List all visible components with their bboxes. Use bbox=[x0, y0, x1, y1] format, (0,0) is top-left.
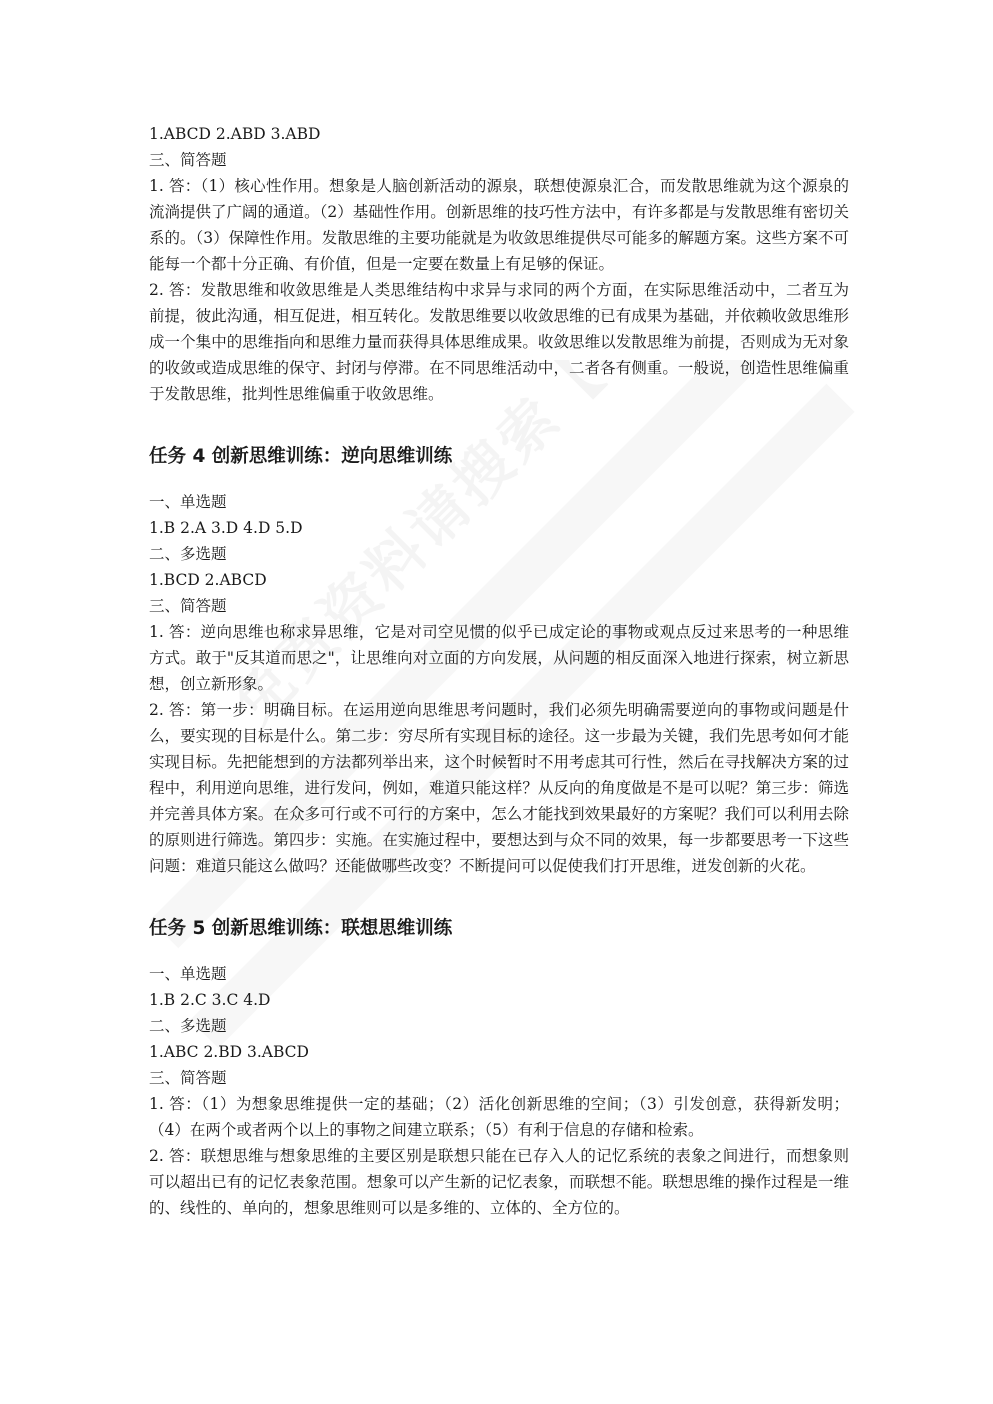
task5-multi-answers: 1.ABC 2.BD 3.ABCD bbox=[149, 1043, 309, 1061]
task5-short-answer-2: 2. 答：联想思维与想象思维的主要区别是联想只能在已存入人的记忆系统的表象之间进行，而想象则可以超出已有的记忆表象范围。想象可以产生新的记忆表象，而联想不能。联想思维的操作过程是一维的、线性的、单向的，想象思维则可以是多维的、立体的、全方位的。 bbox=[149, 1147, 849, 1217]
task4-short-label: 三、简答题 bbox=[149, 597, 227, 615]
task5-single-answers: 1.B 2.C 3.C 4.D bbox=[149, 991, 271, 1009]
multi-choice-answers: 1.ABCD 2.ABD 3.ABD bbox=[149, 125, 321, 143]
task5-title: 任务 5 创新思维训练：联想思维训练 bbox=[149, 918, 453, 939]
short-answer-1: 1. 答：（1）核心性作用。想象是人脑创新活动的源泉，联想使源泉汇合，而发散思维就为这个源泉的流淌提供了广阔的通道。（2）基础性作用。创新思维的技巧性方法中，有许多都是与发散思维有密切关系的。（3）保障性作用。发散思维的主要功能就是为收敛思维提供尽可能多的解题方案。这些方案不可能每一个都十分正确、有价值，但是一定要在数量上有足够的保证。 bbox=[149, 177, 849, 273]
task5-short-answer-1: 1. 答：（1）为想象思维提供一定的基础；（2）活化创新思维的空间；（3）引发创意，获得新发明；（4）在两个或者两个以上的事物之间建立联系；（5）有利于信息的存储和检索。 bbox=[149, 1095, 849, 1139]
task5-single-label: 一、单选题 bbox=[149, 965, 227, 983]
task4-short-answer-2: 2. 答：第一步：明确目标。在运用逆向思维思考问题时，我们必须先明确需要逆向的事物或问题是什么，要实现的目标是什么。第二步：穷尽所有实现目标的途径。这一步最为关键，我们先思考如何才能实现目标。先把能想到的方法都列举出来，这个时候暂时不用考虑其可行性，然后在寻找解决方案的过程中，利用逆向思维，进行发问，例如，难道只能这样？从反向的角度做是不是可以呢？第三步：筛选并完善具体方案。在众多可行或不可行的方案中，怎么才能找到效果最好的方案呢？我们可以利用去除的原则进行筛选。第四步：实施。在实施过程中，要想达到与众不同的效果，每一步都要思考一下这些问题：难道只能这么做吗？还能做哪些改变？不断提问可以促使我们打开思维，迸发创新的火花。 bbox=[149, 701, 849, 875]
task4-short-answer-1: 1. 答：逆向思维也称求异思维，它是对司空见惯的似乎已成定论的事物或观点反过来思考的一种思维方式。敢于"反其道而思之"，让思维向对立面的方向发展，从问题的相反面深入地进行探索，树立新思想，创立新形象。 bbox=[149, 623, 849, 693]
task4-title: 任务 4 创新思维训练：逆向思维训练 bbox=[149, 446, 453, 467]
short-answer-label: 三、简答题 bbox=[149, 151, 227, 169]
task4-single-label: 一、单选题 bbox=[149, 493, 227, 511]
task4-multi-label: 二、多选题 bbox=[149, 545, 227, 563]
task5-short-label: 三、简答题 bbox=[149, 1069, 227, 1087]
task4-single-answers: 1.B 2.A 3.D 4.D 5.D bbox=[149, 519, 303, 537]
answer-page bbox=[149, 121, 849, 1221]
task5-multi-label: 二、多选题 bbox=[149, 1017, 227, 1035]
short-answer-2: 2. 答：发散思维和收敛思维是人类思维结构中求异与求同的两个方面，在实际思维活动中，二者互为前提，彼此沟通，相互促进，相互转化。发散思维要以收敛思维的已有成果为基础，并依赖收敛思维形成一个集中的思维指向和思维力量而获得具体思维成果。收敛思维以发散思维为前提，否则成为无对象的收敛或造成思维的保守、封闭与停滞。在不同思维活动中，二者各有侧重。一般说，创造性思维偏重于发散思维，批判性思维偏重于收敛思维。 bbox=[149, 281, 849, 403]
task4-multi-answers: 1.BCD 2.ABCD bbox=[149, 571, 267, 589]
